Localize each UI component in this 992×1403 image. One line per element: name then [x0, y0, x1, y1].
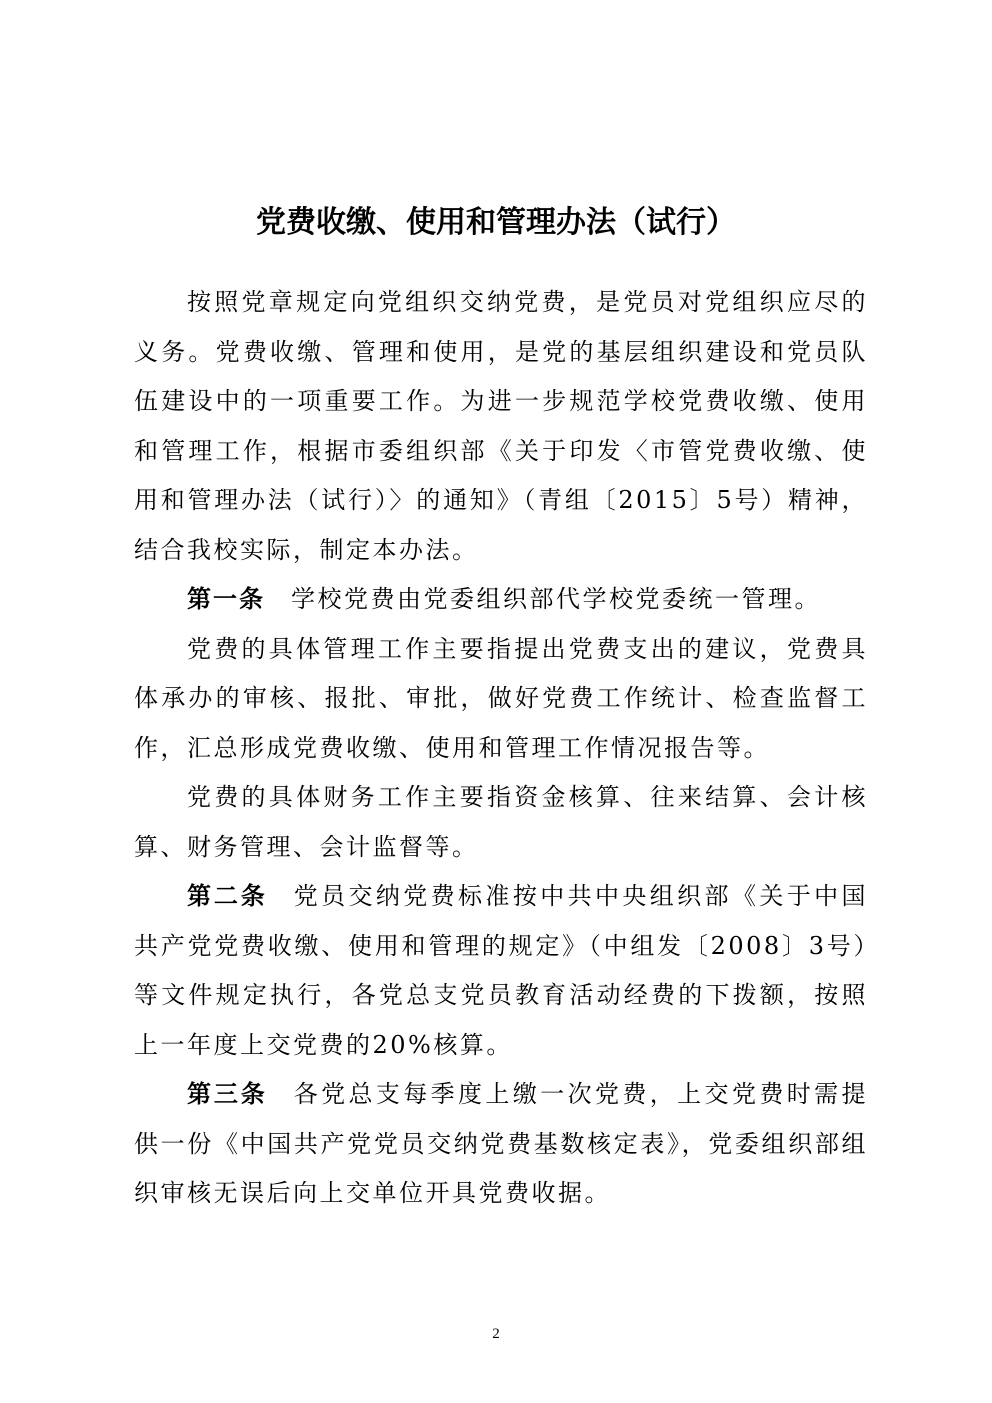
article-1-label: 第一条: [187, 585, 265, 613]
paragraph-text: 党费的具体管理工作主要指提出党费支出的建议，党费具体承办的审核、报批、审批，做好党费工作统计、检查监督工作，汇总形成党费收缴、使用和管理工作情况报告等。: [134, 634, 868, 762]
article-1-finance-paragraph: [134, 773, 868, 872]
paragraph-text: 学校党费由党委组织部代学校党委统一管理。: [291, 585, 821, 613]
document-body: [134, 278, 868, 1219]
article-2-label: 第二条: [187, 882, 268, 910]
page-number: 2: [492, 1326, 500, 1342]
paragraph-text: 各党总支每季度上缴一次党费，上交党费时需提供一份《中国共产党党员交纳党费基数核定表》，党委组织部组织审核无误后向上交单位开具党费收据。: [134, 1080, 869, 1207]
paragraph-text: 党员交纳党费标准按中共中央组织部《关于中国共产党党费收缴、使用和管理的规定》（中组发〔2008〕3号）等文件规定执行，各党总支党员教育活动经费的下拨额，按照上一年度上交党费的20%核算。: [134, 882, 869, 1059]
article-3-label: 第三条: [187, 1080, 268, 1108]
paragraph-text: 党费的具体财务工作主要指资金核算、往来结算、会计核算、财务管理、会计监督等。: [134, 783, 868, 861]
document-title: 党费收缴、使用和管理办法（试行）: [256, 205, 736, 240]
article-1-paragraph: [134, 575, 868, 625]
article-2-paragraph: [134, 872, 868, 1070]
paragraph-text: 按照党章规定向党组织交纳党费，是党员对党组织应尽的义务。党费收缴、管理和使用，是党的基层组织建设和党员队伍建设中的一项重要工作。为进一步规范学校党费收缴、使用和管理工作，根据市委组织部《关于印发〈市管党费收缴、使用和管理办法（试行）〉的通知》（青组〔2015〕5号）精神，结合我校实际，制定本办法。: [134, 288, 868, 564]
article-3-paragraph: [134, 1070, 868, 1219]
intro-paragraph: [134, 278, 868, 575]
article-1-detail-paragraph: [134, 625, 868, 774]
